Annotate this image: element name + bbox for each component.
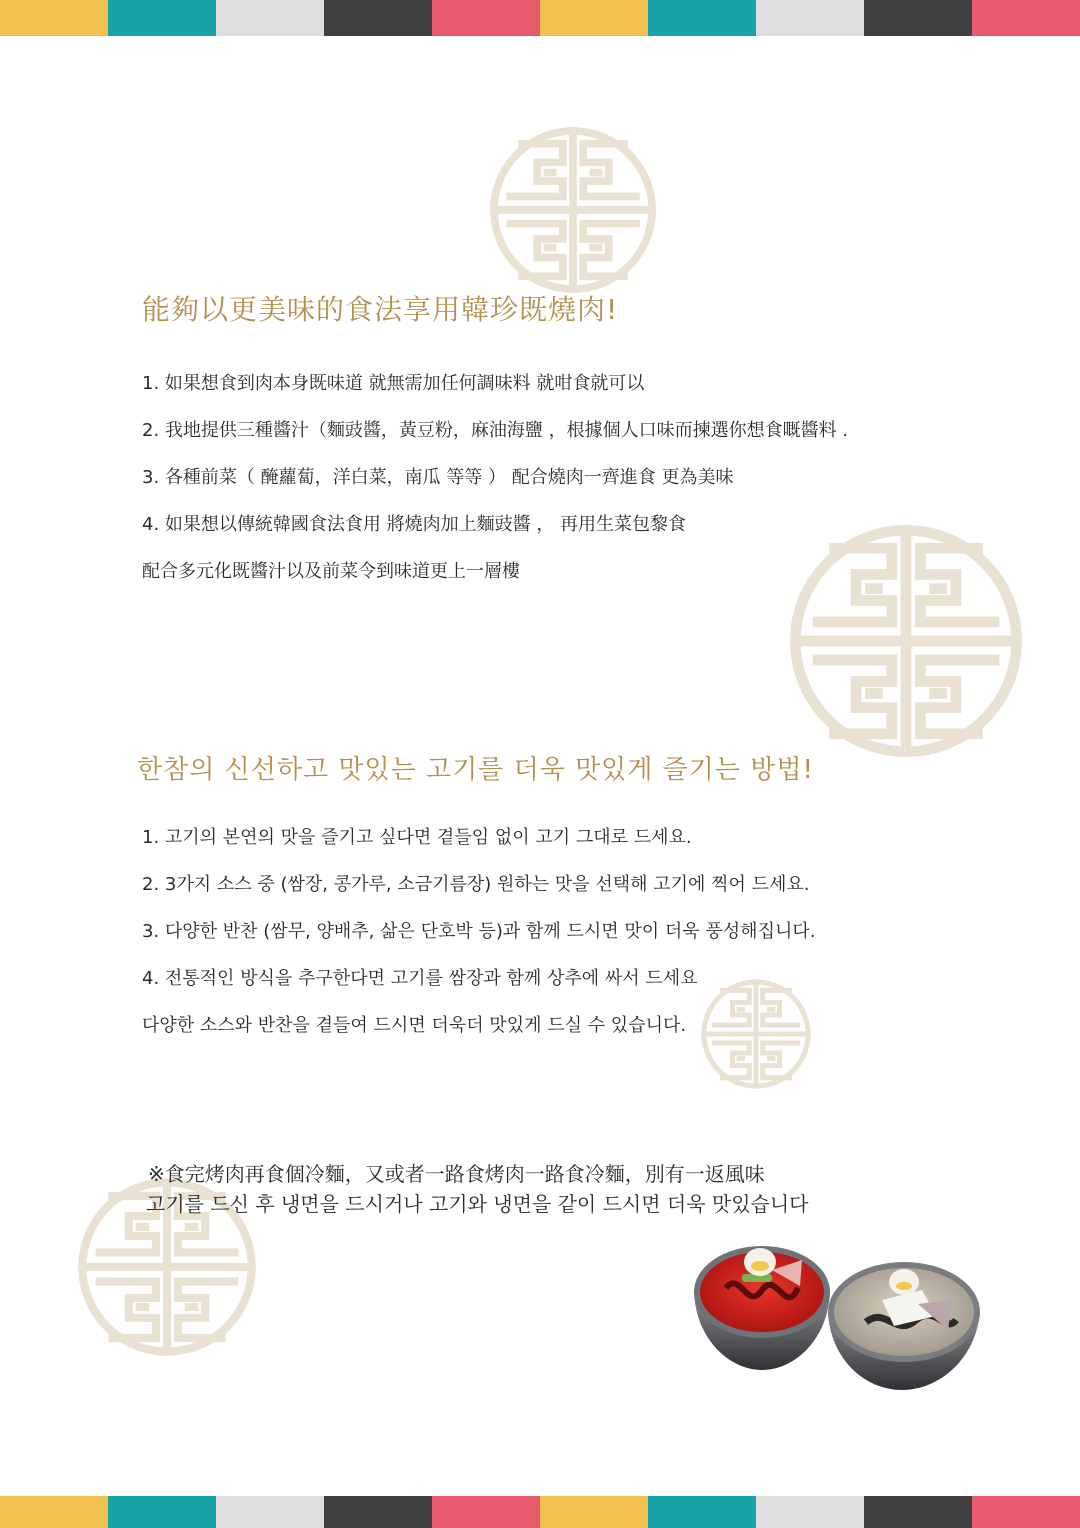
cold-noodle-note-ko: 고기를 드신 후 냉면을 드시거나 고기와 냉면을 같이 드시면 더욱 맛있습니다: [146, 1192, 809, 1216]
bottom-color-stripe: [0, 1496, 1080, 1528]
chinese-closing: 配合多元化既醬汁以及前菜令到味道更上一層樓: [142, 561, 520, 582]
top-color-stripe: [0, 0, 1080, 36]
chinese-item-4: 4. 如果想以傳統韓國食法食用 將燒肉加上麵豉醬 ， 再用生菜包黎食: [142, 514, 687, 535]
cold-noodle-note-zh: ※食完烤肉再食個冷麵，又或者一路食烤肉一路食冷麵，別有一返風味: [148, 1162, 765, 1186]
longevity-symbol-icon: [787, 522, 1025, 760]
stripe-segment: [324, 0, 432, 36]
korean-item-4: 4. 전통적인 방식을 추구한다면 고기를 쌈장과 함께 상추에 싸서 드세요: [142, 968, 698, 989]
korean-item-3: 3. 다양한 반찬 (쌈무, 양배추, 삶은 단호박 등)과 함께 드시면 맛이 더욱 풍성해집니다.: [142, 921, 816, 942]
stripe-segment: [216, 0, 324, 36]
korean-closing: 다양한 소스와 반찬을 곁들여 드시면 더욱더 맛있게 드실 수 있습니다.: [142, 1015, 687, 1036]
stripe-segment: [756, 1496, 864, 1528]
cold-noodle-bowls-image: [690, 1230, 986, 1395]
korean-item-2: 2. 3가지 소스 중 (쌈장, 콩가루, 소금기름장) 원하는 맛을 선택해 고기에 찍어 드세요.: [142, 874, 810, 895]
chinese-item-1: 1. 如果想食到肉本身既味道 就無需加任何調味料 就咁食就可以: [142, 373, 645, 394]
stripe-segment: [108, 0, 216, 36]
stripe-segment: [324, 1496, 432, 1528]
chinese-heading: 能夠以更美味的食法享用韓珍既燒肉!: [142, 293, 619, 326]
chinese-item-3: 3. 各種前菜（ 醃蘿蔔，洋白菜，南瓜 等等 ） 配合燒肉一齊進食 更為美味: [142, 467, 734, 488]
stripe-segment: [648, 1496, 756, 1528]
stripe-segment: [972, 0, 1080, 36]
stripe-segment: [108, 1496, 216, 1528]
stripe-segment: [864, 1496, 972, 1528]
longevity-symbol-icon: [488, 125, 658, 295]
stripe-segment: [216, 1496, 324, 1528]
korean-item-1: 1. 고기의 본연의 맛을 즐기고 싶다면 곁들임 없이 고기 그대로 드세요.: [142, 827, 692, 848]
stripe-segment: [972, 1496, 1080, 1528]
stripe-segment: [756, 0, 864, 36]
stripe-segment: [864, 0, 972, 36]
stripe-segment: [432, 1496, 540, 1528]
korean-heading: 한참의 신선하고 맛있는 고기를 더욱 맛있게 즐기는 방법!: [137, 755, 814, 785]
stripe-segment: [0, 0, 108, 36]
stripe-segment: [0, 1496, 108, 1528]
stripe-segment: [648, 0, 756, 36]
stripe-segment: [540, 0, 648, 36]
stripe-segment: [432, 0, 540, 36]
stripe-segment: [540, 1496, 648, 1528]
longevity-symbol-icon: [700, 978, 812, 1090]
chinese-item-2: 2. 我地提供三種醬汁（麵豉醬，黃豆粉，麻油海鹽 ，根據個人口味而揀選你想食嘅醬料 .: [142, 420, 849, 441]
